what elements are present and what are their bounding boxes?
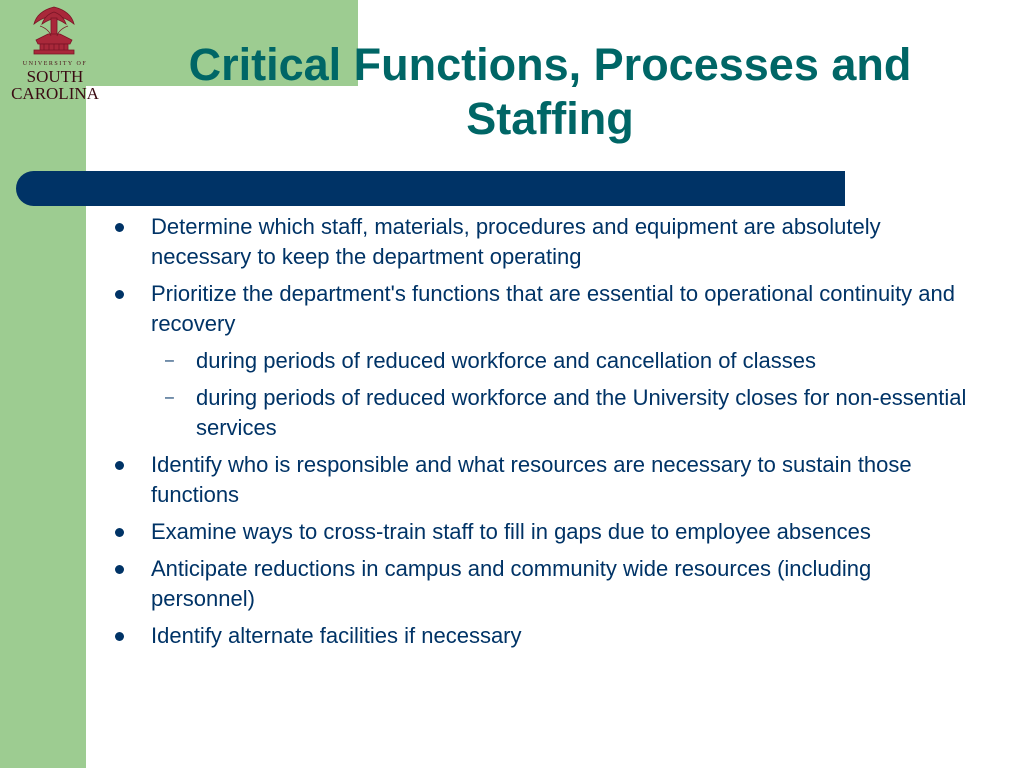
logo-university-text: UNIVERSITY OF: [22, 61, 88, 67]
bullet-dot-icon: [115, 528, 124, 537]
sidebar-green-strip: [0, 0, 86, 768]
dash-icon: –: [165, 352, 174, 369]
bullet-item: [110, 554, 980, 614]
logo-carolina-text: CAROLINA: [11, 84, 99, 103]
bullet-item: [110, 279, 980, 443]
bullet-text: Identify who is responsible and what resources are necessary to sustain those functions: [151, 452, 912, 507]
university-logo: [4, 4, 106, 106]
bullet-item: [110, 621, 980, 651]
sub-bullet-text: during periods of reduced workforce and cancellation of classes: [196, 348, 817, 373]
sub-bullet-item: [151, 346, 980, 376]
dash-icon: –: [165, 389, 174, 406]
bullet-dot-icon: [115, 632, 124, 641]
bullet-text: Identify alternate facilities if necessary: [151, 623, 522, 648]
bullet-dot-icon: [115, 461, 124, 470]
bullet-dot-icon: [115, 290, 124, 299]
bullet-item: [110, 212, 980, 272]
bullet-text: Examine ways to cross-train staff to fill in gaps due to employee absences: [151, 519, 871, 544]
bullet-dot-icon: [115, 565, 124, 574]
slide-title: Critical Functions, Processes and Staffing: [188, 39, 912, 144]
bullet-item: [110, 450, 980, 510]
bullet-text: Determine which staff, materials, procedures and equipment are absolutely necessary to keep the department operating: [151, 214, 881, 269]
logo-south-text: SOUTH: [26, 67, 84, 86]
bullet-dot-icon: [115, 223, 124, 232]
bullet-text: Anticipate reductions in campus and community wide resources (including personnel): [151, 556, 872, 611]
sub-bullet-list: [151, 346, 980, 443]
title-divider-bar: [16, 171, 845, 206]
bullet-item: [110, 517, 980, 547]
sub-bullet-text: during periods of reduced workforce and the University closes for non-essential services: [196, 385, 967, 440]
sub-bullet-item: [151, 383, 980, 443]
palmetto-tree-icon: [4, 4, 106, 64]
bullet-text: Prioritize the department's functions that are essential to operational continuity and recovery: [151, 281, 955, 336]
bullet-list: [110, 212, 980, 658]
